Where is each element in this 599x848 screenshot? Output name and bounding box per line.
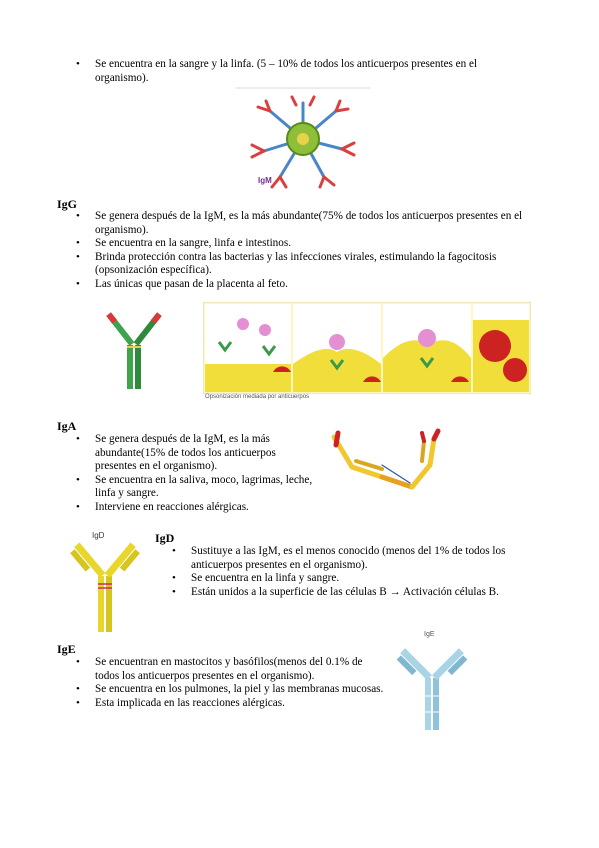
opsonization-image: [203, 302, 531, 394]
list-item: • Sustituye a las IgM, es el menos conocido (menos del 1% de todos los anticuerpos presentes en el organismo).: [172, 545, 544, 572]
igg-antibody-image: [96, 305, 172, 391]
ige-figure-label: IgE: [424, 631, 435, 638]
opsonization-caption: Opsonización mediada por anticuerpos: [205, 394, 310, 400]
igd-figure-label: IgD: [92, 531, 105, 540]
iga-heading: IgA: [57, 419, 77, 433]
ige-list: [76, 656, 388, 710]
opsonization-figure: [203, 302, 531, 404]
list-item: • Están unidos a la superficie de las células B → Activación células B.: [172, 586, 544, 600]
list-item: • Brinda protección contra las bacterias y las infecciones virales, estimulando la fagocitosis (opsonización específica).: [76, 251, 538, 278]
intro-list: [76, 58, 516, 85]
list-item: • Se genera después de la IgM, es la más abundante(15% de todos los anticuerpos presentes en el organismo).: [76, 433, 314, 474]
list-item: • Se encuentra en la saliva, moco, lagrimas, leche, linfa y sangre.: [76, 474, 314, 501]
igd-heading: IgD: [155, 531, 175, 545]
list-item: • Se encuentra en la sangre, linfa e intestinos.: [76, 237, 538, 251]
list-item: • Interviene en reacciones alérgicas.: [76, 501, 314, 515]
list-item: • Las únicas que pasan de la placenta al feto.: [76, 278, 538, 292]
igg-heading: IgG: [57, 197, 78, 211]
igd-antibody-image: [62, 528, 148, 636]
ige-antibody-image: [388, 624, 472, 734]
iga-dimer-image: [322, 425, 462, 513]
igd-list: [172, 545, 544, 599]
list-item: • Se genera después de la IgM, es la más abundante(75% de todos los anticuerpos presentes en el organismo).: [76, 210, 538, 237]
list-item: • Se encuentra en los pulmones, la piel y las membranas mucosas.: [76, 683, 388, 697]
igm-label: IgM: [258, 176, 272, 185]
list-item: • Esta implicada en las reacciones alérgicas.: [76, 697, 388, 711]
igg-list: [76, 210, 538, 292]
list-item: • Se encuentra en la sangre y la linfa. (5 – 10% de todos los anticuerpos presentes en el organismo).: [76, 58, 516, 85]
igm-pentamer-image: [232, 87, 374, 195]
list-item: • Se encuentran en mastocitos y basófilos(menos del 0.1% de todos los anticuerpos presentes en el organismo).: [76, 656, 388, 683]
iga-list: [76, 433, 314, 515]
ige-heading: IgE: [57, 642, 76, 656]
list-item: • Se encuentra en la linfa y sangre.: [172, 572, 544, 586]
